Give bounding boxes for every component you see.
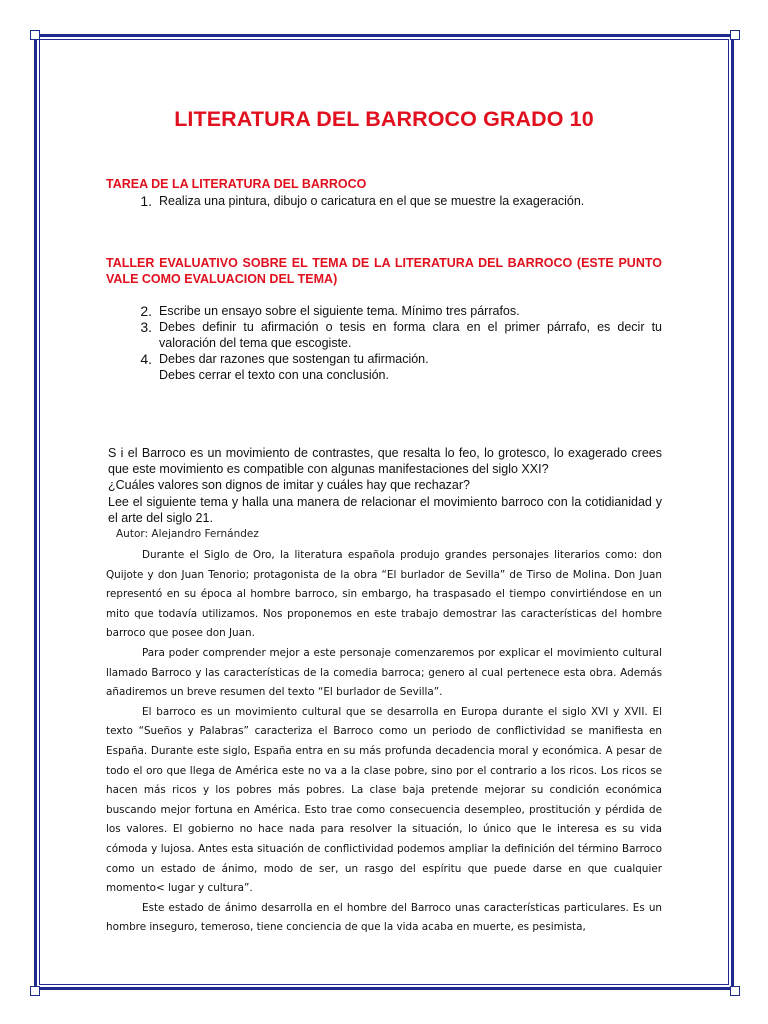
border-corner-ornament [730,30,740,40]
prompt-values-question: ¿Cuáles valores son dignos de imitar y cuáles hay que rechazar? [108,478,470,493]
paragraph: Durante el Siglo de Oro, la literatura española produjo grandes personajes literarios como: don Quijote y don Juan Tenorio; protagonista de la obra “El burlador de Sevilla” de Tirso de Molina. Don Juan representó en su época al hombre barroco, sin embargo, ha traspasado el tiempo convirtiéndose en un mito que todavía utilizamos. Nos proponemos en este trabajo demostrar las características del hombre barroco que posee don Juan. [106,549,662,640]
list-closing-text: Debes cerrar el texto con una conclusión. [159,368,389,382]
list-item [106,351,662,367]
paragraph: Este estado de ánimo desarrolla en el hombre del Barroco unas características particulares. Es un hombre inseguro, temeroso, tiene conciencia de que la vida acaba en muerte, es pesimista, [106,901,662,934]
tarea-heading: TAREA DE LA LITERATURA DEL BARROCO [106,177,367,191]
essay-prompt [108,445,662,526]
list-item-continuation [106,367,662,383]
list-item [106,193,662,209]
paragraph: Para poder comprender mejor a este personaje comenzaremos por explicar el movimiento cultural llamado Barroco y las características de la comedia barroca; genero al cual pertenece esta obra. Además añadiremos un breve resumen del texto “El burlador de Sevilla”. [106,646,662,699]
prompt-question: S i el Barroco es un movimiento de contrastes, que resalta lo feo, lo grotesco, lo exagerado crees que este movimiento es compatible con algunas manifestaciones del siglo XXI? [108,446,662,477]
list-number: 1. [140,193,152,209]
prompt-instruction: Lee el siguiente tema y halla una manera de relacionar el movimiento barroco con la cotidianidad y el arte del siglo 21. [108,494,662,525]
list-text: Debes definir tu afirmación o tesis en forma clara en el primer párrafo, es decir tu valoración del tema que escogiste. [159,320,662,350]
taller-list [106,303,662,383]
border-corner-ornament [730,986,740,996]
tarea-list [106,193,662,209]
border-corner-ornament [30,30,40,40]
list-item [106,319,662,351]
list-number: 2. [140,303,152,319]
list-text: Realiza una pintura, dibujo o caricatura en el que se muestre la exageración. [159,194,585,208]
list-item [106,303,662,319]
list-number: 3. [140,319,152,335]
taller-heading: TALLER EVALUATIVO SOBRE EL TEMA DE LA LITERATURA DEL BARROCO (ESTE PUNTO VALE COMO EVALUACION DEL TEMA) [106,256,662,286]
author-line: Autor: Alejandro Fernández [116,528,259,540]
border-corner-ornament [30,986,40,996]
essay-body [106,546,662,938]
document-title: LITERATURA DEL BARROCO GRADO 10 [174,107,594,131]
list-number: 4. [140,351,152,367]
list-text: Debes dar razones que sostengan tu afirmación. [159,352,429,366]
list-text: Escribe un ensayo sobre el siguiente tema. Mínimo tres párrafos. [159,304,520,318]
paragraph: El barroco es un movimiento cultural que se desarrolla en Europa durante el siglo XVI y XVII. El texto “Sueños y Palabras” caracteriza el Barroco como un periodo de conflictividad se manifiesta en España. Durante este siglo, España entra en su más profunda decadencia moral y económica. A pesar de todo el oro que llega de América este no va a la clase pobre, sino por el contrario a los ricos. Los ricos se hacen más ricos y los pobres más pobres. La clase baja pretende mejorar su condición económica buscando mejor fortuna en América. Esto trae como consecuencia desempleo, prostitución y pérdida de los valores. El gobierno no hace nada para resolver la situación, lo único que le interesa es su vida cómoda y lujosa. Antes esta situación de conflictividad podemos ampliar la definición del término Barroco como un estado de ánimo, modo de ser, un rasgo del espíritu que puede darse en que cualquier momento< lugar y cultura”. [106,705,662,895]
